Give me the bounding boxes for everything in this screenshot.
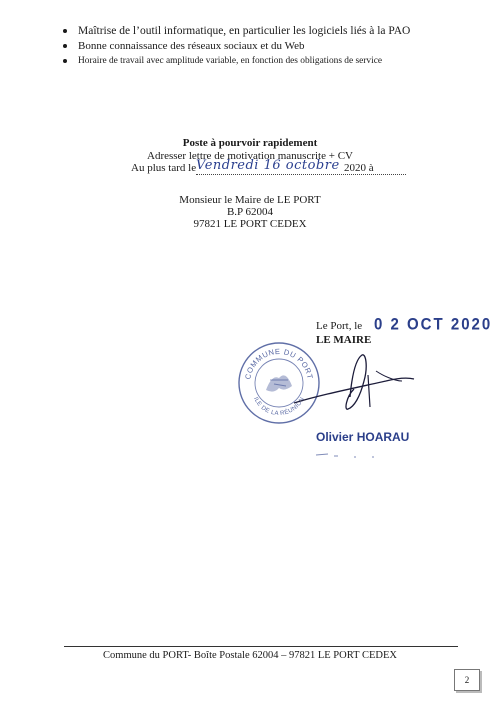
- ink-marks-icon: [314, 450, 384, 460]
- seal-text-bottom: ILE DE LA RÉUNION: [252, 396, 306, 418]
- deadline-handwritten: Vendredi 16 octobre: [196, 158, 406, 175]
- requirement-item: Maîtrise de l’outil informatique, en particulier les logiciels liés à la PAO: [62, 24, 410, 39]
- footer-address: Commune du PORT- Boîte Postale 62004 – 97821 LE PORT CEDEX: [103, 650, 397, 661]
- deadline-suffix: 2020 à: [344, 162, 374, 174]
- requirements-list: [62, 24, 410, 69]
- footer-divider: [64, 646, 458, 647]
- place-label: Le Port, le: [316, 320, 363, 332]
- posting-instruction: Adresser lettre de motivation manuscrite + CV: [147, 150, 353, 162]
- address-line-3: 97821 LE PORT CEDEX: [193, 218, 307, 230]
- deadline-prefix: Au plus tard le: [131, 162, 197, 174]
- date-stamp: 0 2 OCT 2020: [374, 315, 493, 334]
- seal-text-top: COMMUNE DU PORT: [243, 346, 315, 381]
- signer-role: LE MAIRE: [316, 334, 372, 346]
- handwritten-signature-icon: [290, 345, 430, 425]
- requirement-item: Horaire de travail avec amplitude variable, en fonction des obligations de service: [62, 54, 410, 69]
- requirement-item: Bonne connaissance des réseaux sociaux et du Web: [62, 39, 410, 54]
- signer-name: Olivier HOARAU: [316, 430, 410, 444]
- address-line-1: Monsieur le Maire de LE PORT: [179, 194, 321, 206]
- address-line-2: B.P 62004: [226, 206, 274, 218]
- page-number: 2: [454, 669, 480, 691]
- posting-title: Poste à pourvoir rapidement: [182, 137, 318, 149]
